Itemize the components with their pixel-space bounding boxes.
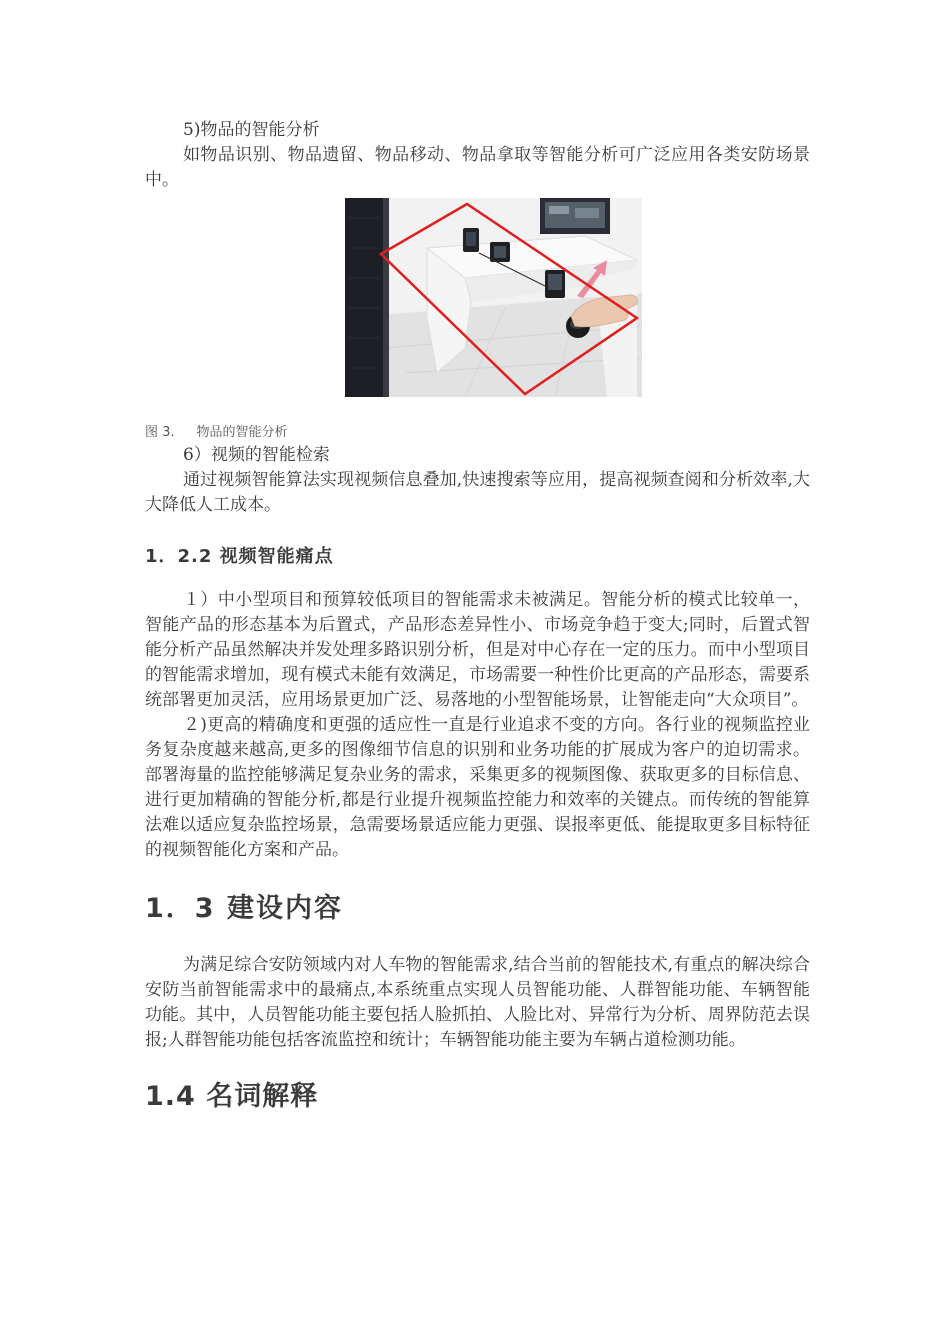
server-rack xyxy=(345,198,383,397)
figure-caption-number: 图 3. xyxy=(145,425,175,440)
figure-caption-text: 物品的智能分析 xyxy=(196,425,288,440)
section-6-body: 通过视频智能算法实现视频信息叠加,快速搜索等应用，提高视频查阅和分析效率,大大降低人工成本。 xyxy=(145,470,810,515)
section-6-title: 6）视频的智能检索 xyxy=(183,445,330,465)
object-analysis-illustration xyxy=(345,198,642,397)
heading-1-4: 1.4 名词解释 xyxy=(145,1081,319,1112)
heading-1-3: 1．3 建设内容 xyxy=(145,893,343,924)
section-1-3-paragraph-1: 为满足综合安防领域内对人车物的智能需求,结合当前的智能技术,有重点的解决综合安防当前智能需求中的最痛点,本系统重点实现人员智能功能、人群智能功能、车辆智能功能。其中，人员智能功能主要包括人脸抓拍、人脸比对、异常行为分析、周界防范去误报;人群智能功能包括客流监控和统计；车辆智能功能主要为车辆占道检测功能。 xyxy=(145,955,810,1050)
document-page xyxy=(145,118,810,1115)
section-1-2-2-paragraph-2: ２)更高的精确度和更强的适应性一直是行业追求不变的方向。各行业的视频监控业务复杂度越来越高,更多的图像细节信息的识别和业务功能的扩展成为客户的迫切需求。部署海量的监控能够满足复杂业务的需求，采集更多的视频图像、获取更多的目标信息、进行更加精确的智能分析,都是行业提升视频监控能力和效率的关键点。而传统的智能算法难以适应复杂监控场景，急需要场景适应能力更强、误报率更低、能提取更多目标特征的视频智能化方案和产品。 xyxy=(145,715,810,860)
heading-1-2-2: 1．2.2 视频智能痛点 xyxy=(145,546,334,567)
figure-caption xyxy=(145,423,810,443)
figure-object-analysis-photo xyxy=(345,198,642,397)
section-5-title: 5)物品的智能分析 xyxy=(183,120,320,140)
section-1-2-2-paragraph-1: １）中小型项目和预算较低项目的智能需求未被满足。智能分析的模式比较单一，智能产品的形态基本为后置式，产品形态差异性小、市场竞争趋于变大;同时，后置式智能分析产品虽然解决并发处理多路识别分析，但是对中心存在一定的压力。而中小型项目的智能需求增加，现有模式未能有效满足，市场需要一种性价比更高的产品形态，需要系统部署更加灵活，应用场景更加广泛、易落地的小型智能场景，让智能走向“大众项目”。 xyxy=(145,590,810,710)
section-5-body: 如物品识别、物品遗留、物品移动、物品拿取等智能分析可广泛应用各类安防场景中。 xyxy=(145,145,810,190)
